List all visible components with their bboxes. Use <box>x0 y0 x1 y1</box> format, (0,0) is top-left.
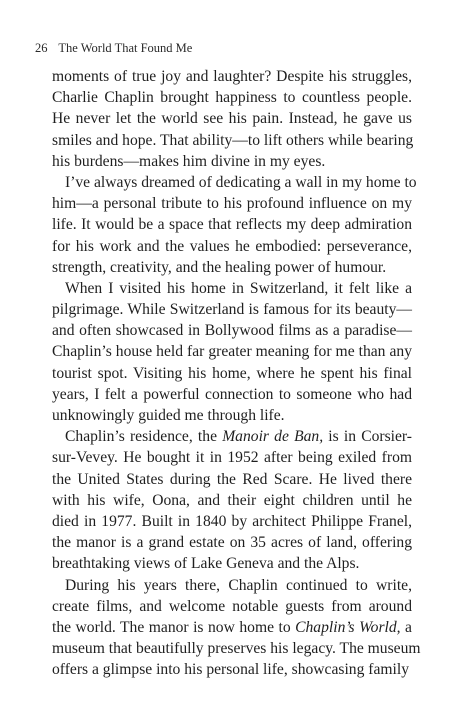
text-segment: strength, creativity, and the healing power of humour. <box>52 258 387 276</box>
text-segment: He never let the world see his pain. Instead, he gave us <box>52 110 412 128</box>
text-segment: breathtaking views of Lake Geneva and the Alps. <box>52 555 360 573</box>
text-segment: died in 1977. Built in 1840 by architect Philippe Franel, <box>52 512 412 530</box>
text-segment: tourist spot. Visiting his home, where he spent his final <box>52 364 412 382</box>
text-segment: I’ve always dreamed of dedicating a wall in my home to <box>65 173 417 191</box>
text-segment: his burdens—makes him divine in my eyes. <box>52 152 326 170</box>
text-line <box>52 214 412 235</box>
text-segment: the United States during the Red Scare. He lived there <box>52 470 412 488</box>
text-segment: Chaplin’s residence, the <box>65 428 223 446</box>
text-segment: pilgrimage. While Switzerland is famous for its beauty— <box>52 301 412 319</box>
text-segment: museum that beautifully preserves his legacy. The museum <box>52 640 421 658</box>
text-line <box>52 151 412 172</box>
text-line <box>52 659 412 680</box>
text-segment: the world. The manor is now home to <box>52 618 296 636</box>
running-head-title: The World That Found Me <box>58 41 193 55</box>
text-line <box>52 532 412 553</box>
text-segment: a <box>400 618 412 636</box>
text-segment: create films, and welcome notable guests from around <box>52 597 412 615</box>
text-line <box>52 596 412 617</box>
text-segment: the manor is a grand estate on 35 acres of land, offering <box>52 534 412 552</box>
text-segment: him—a personal tribute to his profound influence on my <box>52 195 412 213</box>
text-line <box>52 553 412 574</box>
text-line <box>52 278 412 299</box>
page-number: 26 <box>35 41 48 55</box>
text-line <box>52 341 412 362</box>
text-line <box>52 575 412 596</box>
text-line <box>52 490 412 511</box>
text-segment: moments of true joy and laughter? Despite his struggles, <box>52 68 412 85</box>
text-segment: sur-Vevey. He bought it in 1952 after being exiled from <box>52 449 412 467</box>
text-segment: and often showcased in Bollywood films as a paradise— <box>52 322 412 340</box>
text-segment: Charlie Chaplin brought happiness to countless people. <box>52 89 412 107</box>
text-segment: is in Corsier- <box>323 428 412 446</box>
text-segment: life. It would be a space that reflects my deep admiration <box>52 216 412 234</box>
italic-title: Chaplin’s World, <box>295 618 401 636</box>
text-segment: unknowingly guided me through life. <box>52 407 285 424</box>
text-line <box>52 469 412 490</box>
text-line <box>52 426 412 447</box>
text-line <box>52 638 421 659</box>
paragraph <box>52 172 417 278</box>
text-line <box>52 87 412 108</box>
text-line <box>52 236 412 257</box>
text-line <box>52 66 412 87</box>
text-line <box>52 108 412 129</box>
italic-title: Manoir de Ban, <box>222 428 324 446</box>
text-line <box>52 384 412 405</box>
text-segment: offers a glimpse into his personal life, showcasing family <box>52 661 409 679</box>
text-line <box>52 363 412 384</box>
text-segment: with his wife, Oona, and their eight children until he <box>52 491 412 509</box>
running-head <box>35 40 192 56</box>
text-line <box>52 617 412 638</box>
text-line <box>52 172 417 193</box>
paragraph <box>52 575 421 681</box>
text-line <box>52 257 412 278</box>
text-line <box>52 447 412 468</box>
text-line <box>52 320 412 341</box>
text-line <box>52 511 412 532</box>
text-line <box>52 193 412 214</box>
text-segment: smiles and hope. That ability—to lift others while bearing <box>52 131 414 149</box>
text-line <box>52 405 412 426</box>
paragraph <box>52 66 412 172</box>
paragraph <box>52 278 412 426</box>
body-text <box>52 66 421 680</box>
text-line <box>52 130 412 151</box>
text-segment: years, I felt a powerful connection to someone who had <box>52 385 412 403</box>
text-segment: for his work and the values he embodied: perseverance, <box>52 237 412 255</box>
paragraph <box>52 426 412 574</box>
text-segment: When I visited his home in Switzerland, it felt like a <box>65 279 412 297</box>
text-segment: During his years there, Chaplin continued to write, <box>65 576 412 594</box>
text-segment: Chaplin’s house held far greater meaning for me than any <box>52 343 412 361</box>
text-line <box>52 299 412 320</box>
